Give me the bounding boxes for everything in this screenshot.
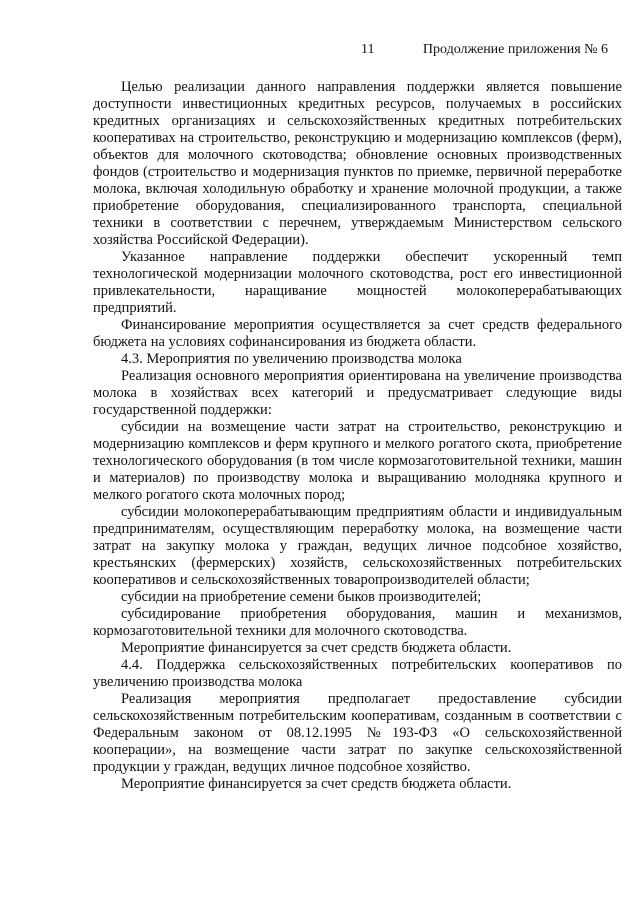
paragraph-financing-regional: Мероприятие финансируется за счет средств бюджета области. [121,640,512,656]
list-item-subsidy-semen: субсидии на приобретение семени быков производителей; [121,589,482,605]
list-item-subsidy-processors: субсидии молокоперерабатывающим предприятиям области и индивидуальным предпринимателям, осуществляющим переработку молока, на возмещение части затрат на закупку молока у граждан, ведущих личное подсобное хозяйство, крестьянских (фермерских) хозяйств, сельскохозяйственных потребительских кооперативов и сельскохозяйственных товаропроизводителей области; [93,504,622,588]
list-item-subsidy-equipment: субсидирование приобретения оборудования, машин и механизмов, кормозаготовительной техники для молочного скотоводства. [93,606,622,639]
appendix-continuation-note: Продолжение приложения № 6 [422,42,608,57]
document-body [93,79,622,793]
list-item-subsidy-construction: субсидии на возмещение части затрат на строительство, реконструкцию и модернизацию комплексов и ферм крупного и мелкого рогатого скота, приобретение технологического оборудования (в том числе кормозаготовительной техники, машин и материалов) по производству молока и выращиванию молодняка крупного и мелкого рогатого скота молочных пород; [93,419,622,503]
section-heading-4-4: 4.4. Поддержка сельскохозяйственных потребительских кооперативов по увеличению производства молока [93,657,622,690]
paragraph-direction-effect: Указанное направление поддержки обеспечит ускоренный темп технологической модернизации молочного скотоводства, рост его инвестиционной привлекательности, наращивание мощностей молокоперерабатывающих предприятий. [93,249,622,316]
paragraph-financing-federal: Финансирование мероприятия осуществляется за счет средств федерального бюджета на условиях софинансирования из бюджета области. [93,317,622,350]
paragraph-cooperatives-subsidy: Реализация мероприятия предполагает предоставление субсидии сельскохозяйственным потребительским кооперативам, созданным в соответствии с Федеральным законом от 08.12.1995 №193-ФЗ «О сельскохозяйственной кооперации», на возмещение части затрат по закупке сельскохозяйственной продукции у граждан, ведущих личное подсобное хозяйство. [93,691,622,775]
page-header [0,40,640,60]
page-number: 11 [361,42,375,57]
paragraph-financing-regional-2: Мероприятие финансируется за счет средств бюджета области. [121,776,512,792]
paragraph-goal: Целью реализации данного направления поддержки является повышение доступности инвестиционных кредитных ресурсов, получаемых в российских кредитных организациях и сельскохозяйственных кредитных потребительских кооперативах на строительство, реконструкцию и модернизацию комплексов (ферм), объектов для молочного скотоводства; обновление основных производственных фондов (строительство и модернизация пунктов по приемке, первичной переработке молока, включая холодильную обработку и хранение молочной продукции, а также приобретение оборудования, специализированного транспорта, специальной техники в соответствии с перечнем, утверждаемым Министерством сельского хозяйства Российской Федерации). [93,79,622,248]
section-heading-4-3: 4.3. Мероприятия по увеличению производства молока [121,351,462,367]
paragraph-main-measure: Реализация основного мероприятия ориентирована на увеличение производства молока в хозяйствах всех категорий и предусматривает следующие виды государственной поддержки: [93,368,622,418]
